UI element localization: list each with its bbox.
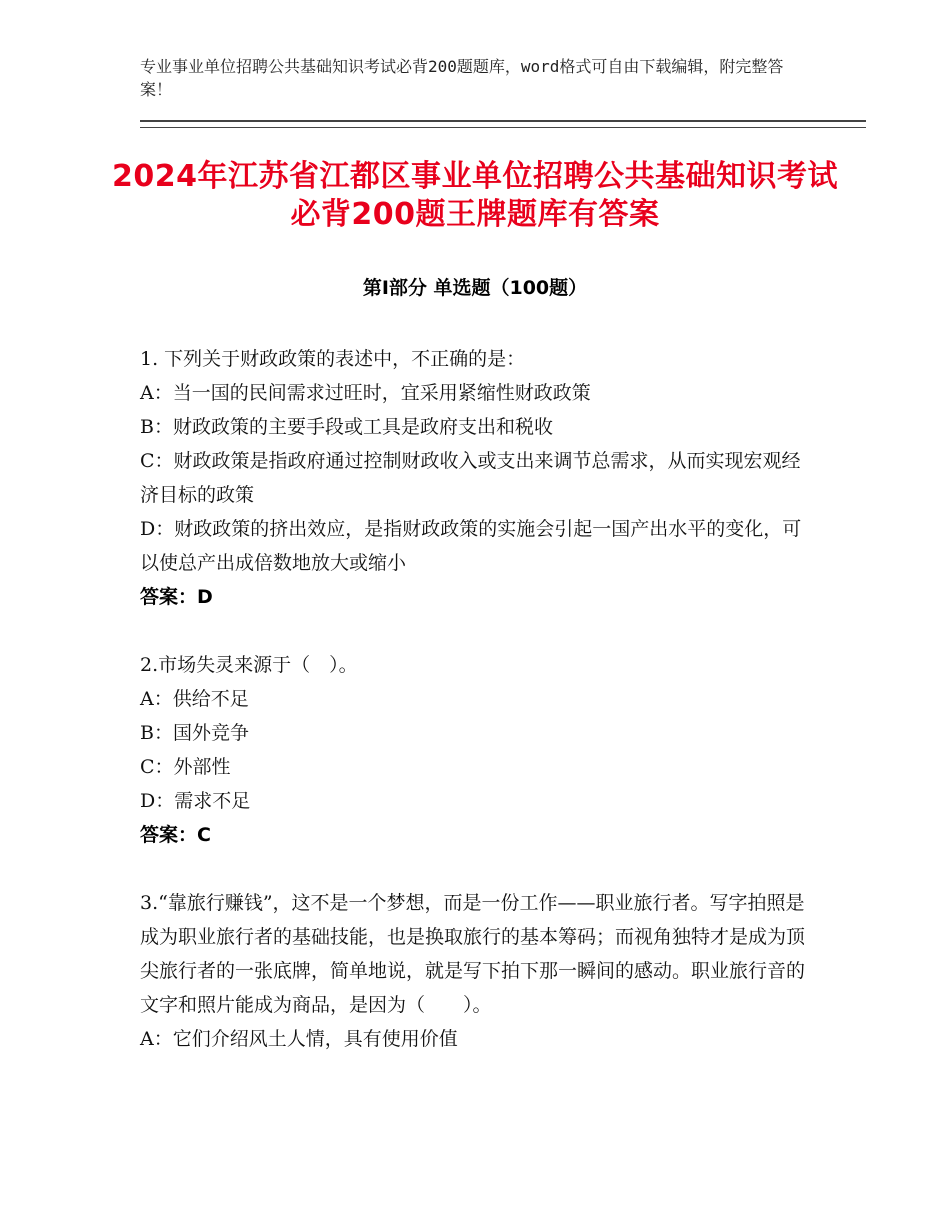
- question-2: [140, 648, 810, 852]
- option-d: D：财政政策的挤出效应，是指财政政策的实施会引起一国产出水平的变化，可以使总产出成倍数地放大或缩小: [140, 518, 802, 574]
- question-list: [140, 342, 810, 1056]
- question-stem: 3.“靠旅行赚钱”，这不是一个梦想，而是一份工作——职业旅行者。写字拍照是成为职业旅行者的基础技能，也是换取旅行的基本筹码；而视角独特才是成为顶尖旅行者的一张底牌，简单地说，就是写下拍下那一瞬间的感动。职业旅行音的文字和照片能成为商品，是因为（ ）。: [140, 892, 806, 1016]
- option-d: D：需求不足: [140, 790, 251, 812]
- question-3: [140, 886, 810, 1056]
- header-divider: [140, 120, 866, 128]
- option-b: B：国外竞争: [140, 722, 249, 744]
- header-note: 专业事业单位招聘公共基础知识考试必背200题题库，word格式可自由下载编辑，附完整答案！: [140, 57, 784, 99]
- question-stem: 1. 下列关于财政政策的表述中，不正确的是：: [140, 348, 526, 370]
- section-title: 第Ⅰ部分 单选题（100题）: [362, 277, 588, 299]
- answer-label: 答案：C: [140, 824, 211, 846]
- question-stem: 2.市场失灵来源于（ ）。: [140, 654, 358, 676]
- option-c: C：财政政策是指政府通过控制财政收入或支出来调节总需求，从而实现宏观经济目标的政策: [140, 450, 801, 506]
- answer-label: 答案：D: [140, 586, 213, 608]
- option-a: A：它们介绍风土人情，具有使用价值: [140, 1028, 458, 1050]
- question-1: [140, 342, 810, 614]
- option-a: A：当一国的民间需求过旺时，宜采用紧缩性财政政策: [140, 382, 591, 404]
- option-a: A：供给不足: [140, 688, 249, 710]
- option-c: C：外部性: [140, 756, 231, 778]
- document-title: 2024年江苏省江都区事业单位招聘公共基础知识考试必背200题王牌题库有答案: [112, 159, 838, 232]
- option-b: B：财政政策的主要手段或工具是政府支出和税收: [140, 416, 553, 438]
